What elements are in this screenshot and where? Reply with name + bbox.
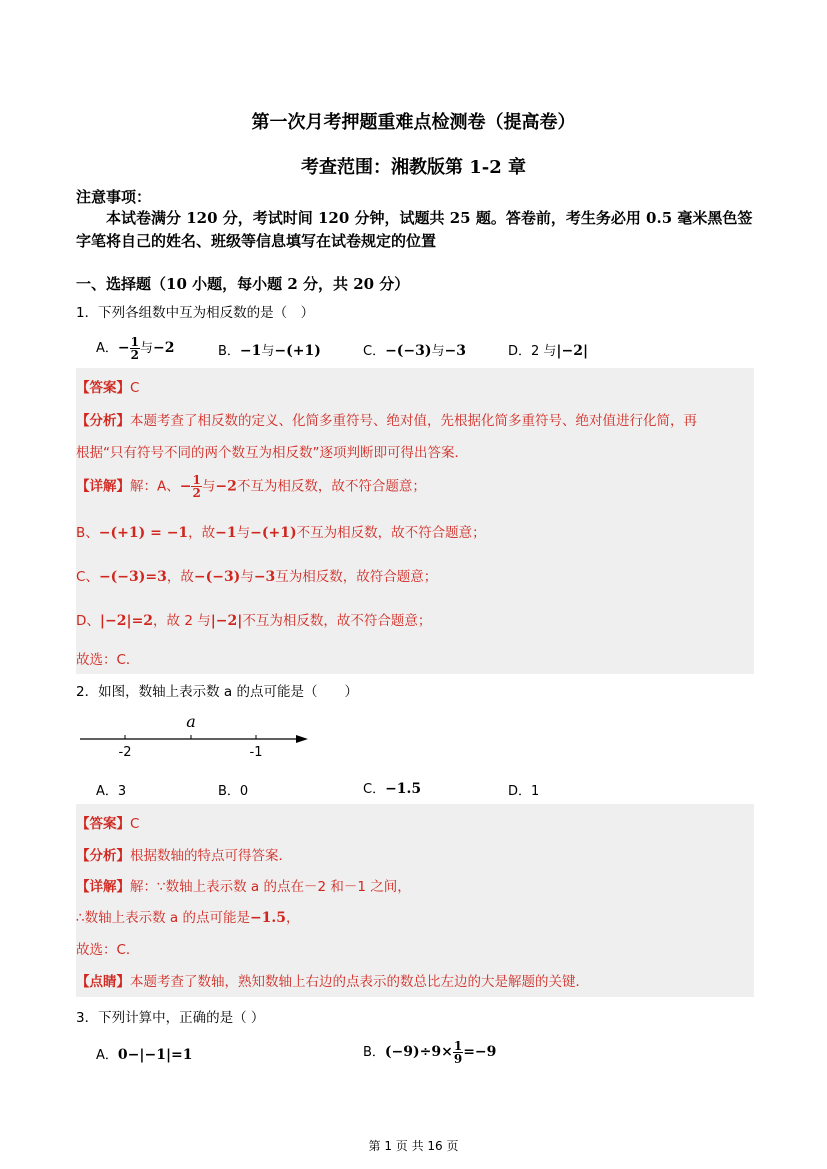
comment-line: 【点睛】本题考查了数轴，熟知数轴上右边的点表示的数总比左边的大是解题的关键． — [76, 974, 589, 990]
question-3-stem: 3．下列计算中，正确的是（ ） — [76, 1010, 265, 1026]
detail-line-2: ∴数轴上表示数 a 的点可能是−1.5， — [76, 910, 300, 926]
question-2-stem: 2．如图，数轴上表示数 a 的点可能是（ ） — [76, 684, 358, 700]
question-1-option-a[interactable]: A．− $\frac{1}{2}$ 与−2 — [96, 335, 175, 362]
question-1-option-c[interactable]: C．−(−3)与−3 — [363, 343, 467, 359]
choose-line: 故选：C． — [76, 652, 140, 668]
point-a-label: a — [186, 712, 196, 731]
page-footer: 第 1 页 共 16 页 — [368, 1139, 459, 1153]
notice-body: 本试卷满分 120 分，考试时间 120 分钟，试题共 25 题。答卷前，考生务必用 0.5 毫米黑色签字笔将自己的姓名、班级等信息填写在试卷规定的位置 — [76, 209, 753, 250]
detail-line-b: B、−(+1) = −1，故−1与−(+1)不互为相反数，故不符合题意； — [76, 525, 486, 541]
question-2-option-b[interactable]: B．0 — [218, 784, 249, 799]
detail-line-a: 【详解】解：A、− $\frac{1}{2}$ 与−2不互为相反数，故不符合题意； — [76, 473, 426, 500]
number-line-figure — [76, 708, 316, 764]
number-line-arrow — [296, 735, 308, 743]
detail-line-1: 【详解】解：∵数轴上表示数 a 的点在－2 和－1 之间， — [76, 879, 411, 895]
question-2-option-d[interactable]: D．1 — [508, 784, 540, 799]
analysis-line-1: 【分析】本题考查了相反数的定义、化简多重符号、绝对值，先根据化简多重符号、绝对值进行化简，再 — [76, 413, 697, 429]
question-1-answer-box — [76, 368, 754, 674]
question-3-option-b[interactable]: B．(−9)÷9× $\frac{1}{9}$ =−9 — [363, 1039, 497, 1066]
question-1-stem: 1．下列各组数中互为相反数的是（ ） — [76, 305, 315, 321]
question-1-option-d[interactable]: D．2 与|−2| — [508, 343, 589, 359]
fraction: $\frac{1}{2}$ — [130, 335, 139, 362]
detail-line-c: C、−(−3)=3，故−(−3)与−3互为相反数，故符合题意； — [76, 569, 438, 585]
answer-line: 【答案】C — [76, 380, 140, 396]
tick-label: -2 — [118, 745, 132, 760]
notice-heading: 注意事项： — [76, 188, 152, 206]
page-subtitle: 考查范围：湘教版第 1-2 章 — [300, 157, 527, 178]
fraction: $\frac{1}{9}$ — [453, 1039, 463, 1066]
section-heading: 一、选择题（10 小题，每小题 2 分，共 20 分） — [76, 275, 410, 293]
analysis-line: 【分析】根据数轴的特点可得答案． — [76, 848, 292, 864]
detail-line-d: D、|−2|=2，故 2 与|−2|不互为相反数，故不符合题意； — [76, 613, 432, 629]
question-2-option-a[interactable]: A．3 — [96, 784, 127, 799]
analysis-line-2: 根据“只有符号不同的两个数互为相反数”逐项判断即可得出答案． — [76, 445, 468, 461]
page-title: 第一次月考押题重难点检测卷（提高卷） — [251, 112, 576, 133]
question-2-answer-box — [76, 804, 754, 997]
tick-label: -1 — [249, 745, 263, 760]
answer-line: 【答案】C — [76, 816, 140, 832]
question-1-option-b[interactable]: B．−1与−(+1) — [218, 343, 321, 359]
question-3-option-a[interactable]: A．0−|−1|=1 — [96, 1047, 193, 1063]
choose-line: 故选：C． — [76, 942, 140, 958]
question-2-option-c[interactable]: C．−1.5 — [363, 781, 422, 797]
